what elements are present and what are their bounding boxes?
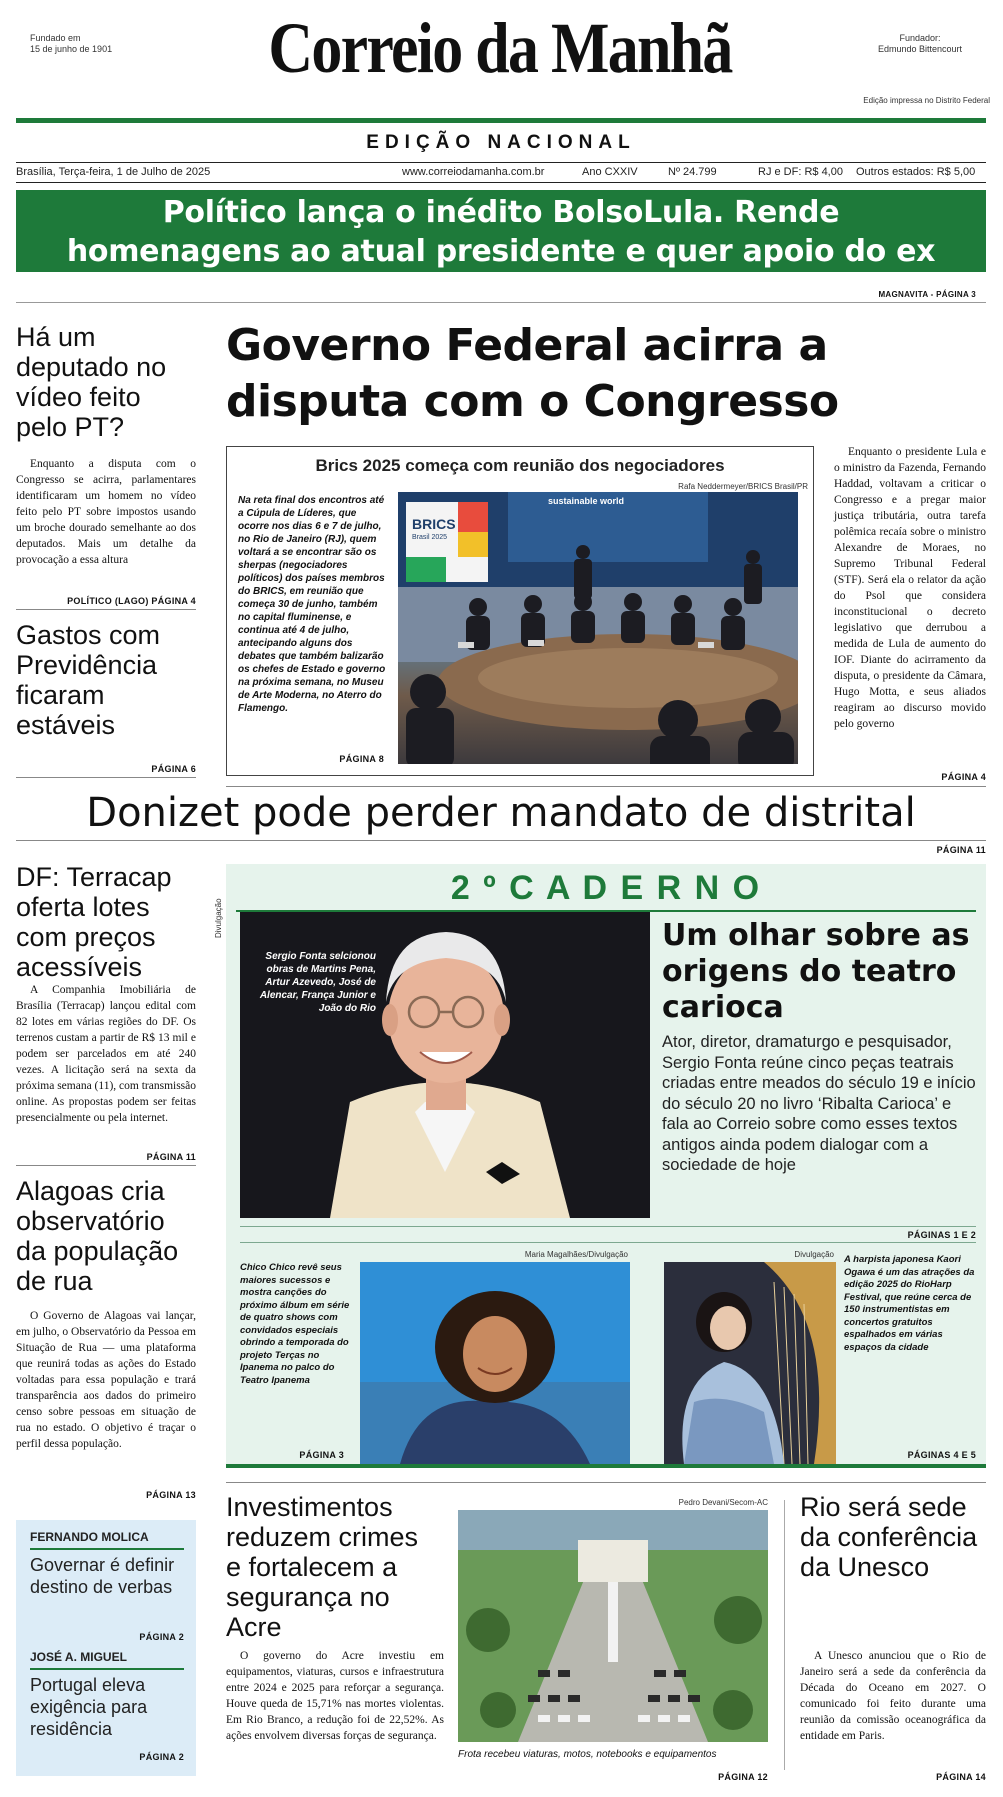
story-deputado-headline[interactable]: Há um deputado no vídeo feito pelo PT? (16, 322, 167, 442)
founder-name: Edmundo Bittencourt (877, 44, 963, 54)
banner-headline-box[interactable] (16, 190, 986, 272)
brics-caption: Na reta final dos encontros até a Cúpula de Líderes, que ocorre nos dias 6 e 7 de julho, no Rio de Janeiro (RJ), quem voltará a se encontrar são os sherpas (negociadores políticos) dos países membros do BRICS, em reunião que começa 30 de junho, também no capital fluminense, e continua até 4 de julho, antecipando alguns dos debates que também balizarão os chefes de Estado e governo na próxima semana, no Museu de Arte Moderna, no Aterro do Flamengo. (238, 495, 386, 714)
lead-headline[interactable] (226, 318, 876, 430)
chico-chico-photo[interactable] (360, 1262, 630, 1464)
founded-label: Fundado em (30, 33, 81, 43)
lead-headline-line-2: disputa com o Congresso (226, 376, 839, 427)
unesco-body: A Unesco anunciou que o Rio de Janeiro será a sede da conferência da Década do Oceano em 2027. O comunicado foi feito durante uma reunião da comissão oceanográfica da entidade em Paris. (800, 1650, 986, 1742)
brics-meeting-illustration (398, 492, 798, 764)
banner-page-ref[interactable]: MAGNAVITA - PÁGINA 3 (878, 290, 976, 299)
chico-ref[interactable]: PÁGINA 3 (299, 1450, 344, 1460)
founder-note (840, 33, 1000, 55)
year-roman: Ano CXXIV (582, 166, 638, 178)
caderno-label: 2 º C A D E R N O (450, 869, 762, 907)
left-rule-1 (16, 609, 196, 610)
founded-note (30, 33, 112, 55)
banner-line-1: Político lança o inédito BolsoLula. Rende (162, 195, 840, 230)
brics-photo-credit: Rafa Neddermeyer/BRICS Brasil/PR (678, 482, 808, 491)
kaori-ogawa-photo[interactable] (664, 1262, 836, 1464)
print-edition-note: Edição impressa no Distrito Federal (863, 96, 990, 105)
harp-caption: A harpista japonesa Kaori Ogawa é um das atrações da edição 2025 do RioHarp Festival, que reúne cerca de 150 instrumentistas em concertos gratuitos espalhados em várias espaços da cidade (844, 1254, 975, 1353)
caderno-bottom-rule (226, 1482, 986, 1483)
brics-page-ref[interactable]: PÁGINA 8 (339, 754, 384, 764)
lead-right-ref[interactable]: PÁGINA 4 (941, 772, 986, 782)
founder-label: Fundador: (899, 33, 941, 43)
caderno-dek: Ator, diretor, dramaturgo e pesquisador, Sergio Fonta reúne cinco peças teatrais criadas entre meados do século 19 e início do século 20 no livro ‘Ribalta Carioca’ e fala ao Correio sobre como esses textos antigos ainda podem dialogar com a sociedade de hoje (662, 1033, 976, 1174)
story-terracap-ref[interactable]: PÁGINA 11 (146, 1152, 196, 1162)
harp-ref[interactable]: PÁGINAS 4 E 5 (907, 1450, 976, 1460)
acre-headline[interactable]: Investimentos reduzem crimes e fortalecem a segurança no Acre (226, 1492, 419, 1642)
masthead-rule-top (16, 118, 986, 123)
caderno-headline[interactable]: Um olhar sobre as origens do teatro carioca (662, 918, 970, 1025)
lead-bottom-rule (226, 786, 986, 787)
unesco-ref[interactable]: PÁGINA 14 (936, 1772, 986, 1782)
dateline (16, 166, 986, 180)
edition-date: Brasília, Terça-feira, 1 de Julho de 2025 (16, 166, 211, 178)
columnist-2-ref[interactable]: PÁGINA 2 (139, 1752, 184, 1762)
acre-fleet-photo[interactable] (458, 1510, 768, 1742)
story-deputado-ref[interactable]: POLÍTICO (LAGO) PÁGINA 4 (67, 596, 196, 606)
story-previdencia-ref[interactable]: PÁGINA 6 (151, 764, 196, 774)
columnist-2-title[interactable]: Portugal eleva exigência para residência (30, 1675, 148, 1739)
story-terracap-headline[interactable]: DF: Terracap oferta lotes com preços acessíveis (16, 862, 172, 982)
newspaper-logo[interactable]: Correio da Manhã (268, 8, 732, 88)
story-alagoas-ref[interactable]: PÁGINA 13 (146, 1490, 196, 1500)
story-previdencia-headline[interactable]: Gastos com Previdência ficaram estáveis (16, 620, 161, 740)
harp-photo-credit: Divulgação (794, 1250, 834, 1259)
donizet-ref[interactable]: PÁGINA 11 (936, 845, 986, 855)
chico-caption: Chico Chico revê seus maiores sucessos e mostra canções do próximo álbum em série de quatro shows com convidados especiais obrindo a temporada do projeto Terças no Ipanema no palco do Teatro Ipanema (240, 1262, 350, 1386)
lead-headline-line-1: Governo Federal acirra a (226, 320, 828, 371)
chico-photo-credit: Maria Magalhães/Divulgação (524, 1250, 628, 1259)
dateline-rule (16, 182, 986, 183)
caderno-mid-rule (240, 1226, 976, 1227)
caderno-side-credit: Divulgação (214, 898, 223, 938)
edition-label: EDIÇÃO NACIONAL (366, 132, 636, 153)
sergio-fonta-photo[interactable] (240, 912, 650, 1218)
lead-right-body: Enquanto o presidente Lula e o ministro da Fazenda, Fernando Haddad, voltavam a criticar o Congresso e a pregar maior justiça tributária, outra tarefa polêmica recaía sobre o ministro Alexandre de Moraes, no Supremo Tribunal Federal (STF). Será ela o relator da ação do Psol que considera inconstitucional o decreto legislativo que derrubou a medida de Lula de aumento do IOF. Diante do acirramento da disputa, o presidente da Câmara, Hugo Motta, e seus aliados reagiram ao discurso movido pelo governo (834, 446, 986, 730)
caderno-mid-rule-2 (240, 1242, 976, 1243)
brics-screen-text: sustainable world (548, 496, 625, 506)
donizet-headline[interactable]: Donizet pode perder mandato de distrital (86, 790, 916, 836)
brics-sign-subtext: Brasil 2025 (412, 534, 448, 541)
founded-date: 15 de junho de 1901 (30, 44, 113, 54)
story-terracap-body: A Companhia Imobiliária de Brasília (Terracap) lançou edital com 82 lotes em várias regiões do DF. Os terrenos custam a partir de R$ 13 mil e podem ser parcelados em até 240 vezes. A licitação será na sexta da próxima semana (11), com transmissão online. As propostas podem ser feitas presencialmente ou pela internet. (16, 984, 197, 1124)
sergio-fonta-caption: Sergio Fonta selcionou obras de Martins Pena, Artur Azevedo, José de Alencar, França Junior e João do Rio (259, 951, 376, 1014)
acre-body: O governo do Acre investiu em equipamentos, viaturas, cursos e infraestrutura entre 2024 e 2025 para reforçar a segurança. Houve queda de 15,71% nas mortes violentas. Em Rio Branco, a redução foi de 22,52%. As ações envolvem diversas forças de segurança. (226, 1650, 444, 1742)
story-alagoas-body: O Governo de Alagoas vai lançar, em julho, o Observatório da Pessoa em Situação de Rua — uma plataforma que reunirá todas as ações do Estado voltadas para essa população e trará transparência aos dados do primeiro censo sobre pessoas em situação de rua no estado. O objetivo é traçar o perfil dessa população. (16, 1310, 196, 1450)
acre-photo-credit: Pedro Devani/Secom-AC (678, 1498, 768, 1507)
columnist-1-name: FERNANDO MOLICA (30, 1530, 149, 1544)
acre-ref[interactable]: PÁGINA 12 (718, 1772, 768, 1782)
columnist-2-name: JOSÉ A. MIGUEL (30, 1650, 127, 1664)
left-rule-3 (16, 1165, 196, 1166)
masthead-rule-mid (16, 162, 986, 163)
brics-meeting-photo[interactable] (398, 492, 798, 764)
columnist-2-rule (30, 1668, 184, 1670)
columnist-1-title[interactable]: Governar é definir destino de verbas (30, 1555, 175, 1597)
price-rj-df: RJ e DF: R$ 4,00 (758, 166, 843, 178)
kaori-ogawa-illustration (664, 1262, 836, 1464)
website-link[interactable]: www.correiodamanha.com.br (402, 166, 545, 178)
story-alagoas-headline[interactable]: Alagoas cria observatório da população de rua (16, 1176, 179, 1296)
story-deputado-body: Enquanto a disputa com o Congresso se acirra, parlamentares identificaram um homem no vídeo feito pelo PT sobre impostos usando um broche dourado semelhante ao dos deputados. Mais um detalhe da provocação a essa altura (16, 458, 196, 566)
caderno-ref[interactable]: PÁGINAS 1 E 2 (907, 1230, 976, 1240)
columnist-1-ref[interactable]: PÁGINA 2 (139, 1632, 184, 1642)
columnist-1-rule (30, 1548, 184, 1550)
acre-photo-caption: Frota recebeu viaturas, motos, notebooks e equipamentos (458, 1749, 717, 1760)
chico-chico-illustration (360, 1262, 630, 1464)
banner-rule (16, 302, 986, 303)
unesco-headline[interactable]: Rio será sede da conferência da Unesco (800, 1492, 978, 1582)
acre-unesco-divider (784, 1500, 785, 1770)
donizet-rule (16, 840, 986, 841)
price-other-states: Outros estados: R$ 5,00 (856, 166, 976, 178)
edition-number: Nº 24.799 (668, 166, 717, 178)
left-rule-2 (16, 777, 196, 778)
banner-line-2: homenagens ao atual presidente e quer apoio do ex (66, 234, 936, 269)
brics-sign-text: BRICS (412, 516, 456, 532)
acre-fleet-illustration (458, 1510, 768, 1742)
brics-title[interactable]: Brics 2025 começa com reunião dos negociadores (315, 456, 725, 475)
